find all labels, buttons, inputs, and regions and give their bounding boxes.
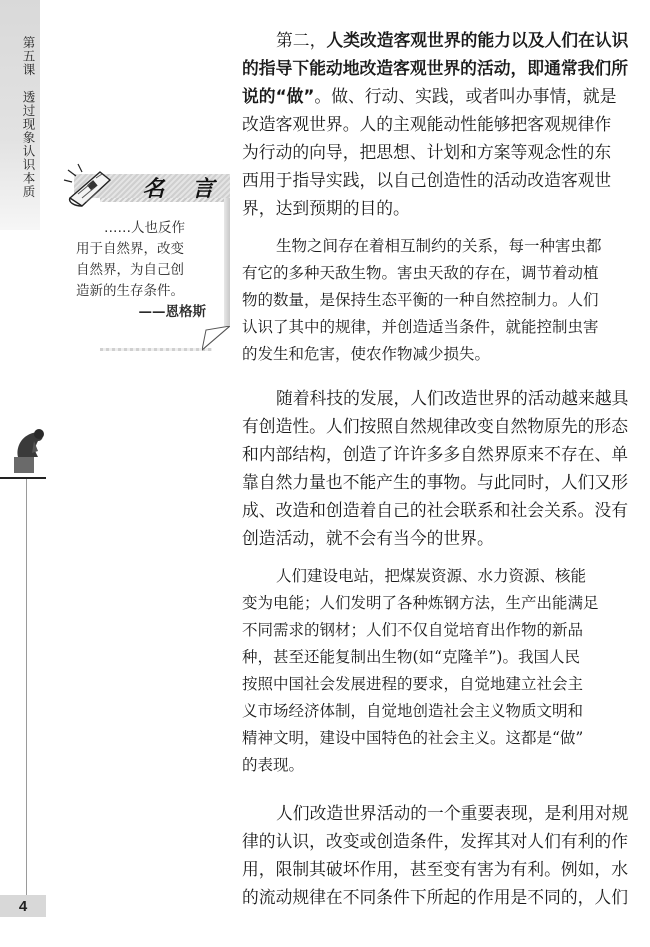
text-line: 义市场经济体制，自觉地创造社会主义物质文明和 [242, 702, 584, 720]
paragraph-2 [242, 233, 628, 368]
text-line: 和内部结构，创造了许许多多自然界原来不存在、单 [242, 444, 628, 464]
sidebar-divider [0, 477, 46, 479]
page-curl-icon [202, 326, 230, 352]
text-line: 的流动规律在不同条件下所起的作用是不同的，人们 [242, 887, 628, 907]
quote-line: 自然界，为自己创 [76, 262, 184, 278]
quote-right-border [224, 198, 230, 326]
bold-text-run: 人类改造客观世界的能力以及人们在认识 [326, 30, 629, 50]
text-line: 创造活动，就不会有当今的世界。 [242, 528, 494, 548]
text-line [242, 82, 628, 110]
quote-text [76, 218, 216, 323]
text-line: 有创造性。人们按照自然规律改变自然物原先的形态 [242, 416, 628, 436]
quote-bottom-border [100, 348, 212, 351]
text-line: 改造客观世界。人的主观能动性能够把客观规律作 [242, 114, 612, 134]
text-run: 第二， [276, 30, 327, 50]
quote-line: ……人也反作 [104, 220, 185, 236]
quote-author: ——恩格斯 [138, 304, 206, 320]
text-line: 的表现。 [242, 756, 305, 774]
paragraph-1 [242, 26, 628, 222]
paragraph-3 [242, 384, 628, 552]
text-line: 律的认识，改变或创造条件，发挥其对人们有利的作 [242, 831, 628, 851]
text-line: 物的数量，是保持生态平衡的一种自然控制力。人们 [242, 291, 599, 309]
paragraph-4 [242, 563, 628, 779]
bold-text-run: 说的“做” [242, 86, 315, 106]
chapter-title-vertical [20, 36, 36, 199]
text-line: 人们改造世界活动的一个重要表现，是利用对规 [276, 803, 629, 823]
text-line [242, 26, 628, 54]
text-line: 不同需求的钢材；人们不仅自觉培育出作物的新品 [242, 621, 584, 639]
newspaper-icon [60, 160, 118, 208]
text-line: 人们建设电站，把煤炭资源、水力资源、核能 [276, 567, 587, 585]
text-line: 变为电能；人们发明了各种炼钢方法，生产出能满足 [242, 594, 599, 612]
text-run: 。做、行动、实践，或者叫办事情，就是 [314, 86, 617, 106]
text-line: 种，甚至还能复制出生物(如“克隆羊”)。我国人民 [242, 648, 580, 666]
text-line: 有它的多种天敌生物。害虫天敌的存在，调节着动植 [242, 264, 599, 282]
text-line: 随着科技的发展，人们改造世界的活动越来越具 [276, 388, 629, 408]
page-number: 4 [0, 895, 46, 917]
quote-title: 名 言 [142, 176, 224, 202]
text-line: 的发生和危害，使农作物减少损失。 [242, 345, 491, 363]
lesson-label: 第五课 [21, 36, 36, 77]
thinker-statue-icon [8, 423, 48, 473]
text-line: 为行动的向导，把思想、计划和方案等观念性的东 [242, 142, 612, 162]
quote-box [60, 160, 230, 360]
text-line: 按照中国社会发展进程的要求，自觉地建立社会主 [242, 675, 584, 693]
quote-line: 用于自然界，改变 [76, 241, 184, 257]
paragraph-5 [242, 799, 628, 911]
text-line: 的指导下能动地改造客观世界的活动，即通常我们所 [242, 58, 628, 78]
text-line: 精神文明，建设中国特色的社会主义。这都是“做” [242, 729, 584, 747]
sidebar-vertical-line [26, 479, 27, 899]
text-line: 西用于指导实践，以自己创造性的活动改造客观世 [242, 170, 612, 190]
text-line: 界，达到预期的目的。 [242, 198, 410, 218]
text-line: 生物之间存在着相互制约的关系，每一种害虫都 [276, 237, 602, 255]
lesson-title: 透过现象认识本质 [21, 90, 36, 199]
text-line: 成、改造和创造着自己的社会联系和社会关系。没有 [242, 500, 628, 520]
text-line: 认识了其中的规律，并创造适当条件，就能控制虫害 [242, 318, 599, 336]
text-line: 用，限制其破坏作用，甚至变有害为有利。例如，水 [242, 859, 628, 879]
text-line: 靠自然力量也不能产生的事物。与此同时，人们又形 [242, 472, 628, 492]
quote-line: 造新的生存条件。 [76, 283, 184, 299]
